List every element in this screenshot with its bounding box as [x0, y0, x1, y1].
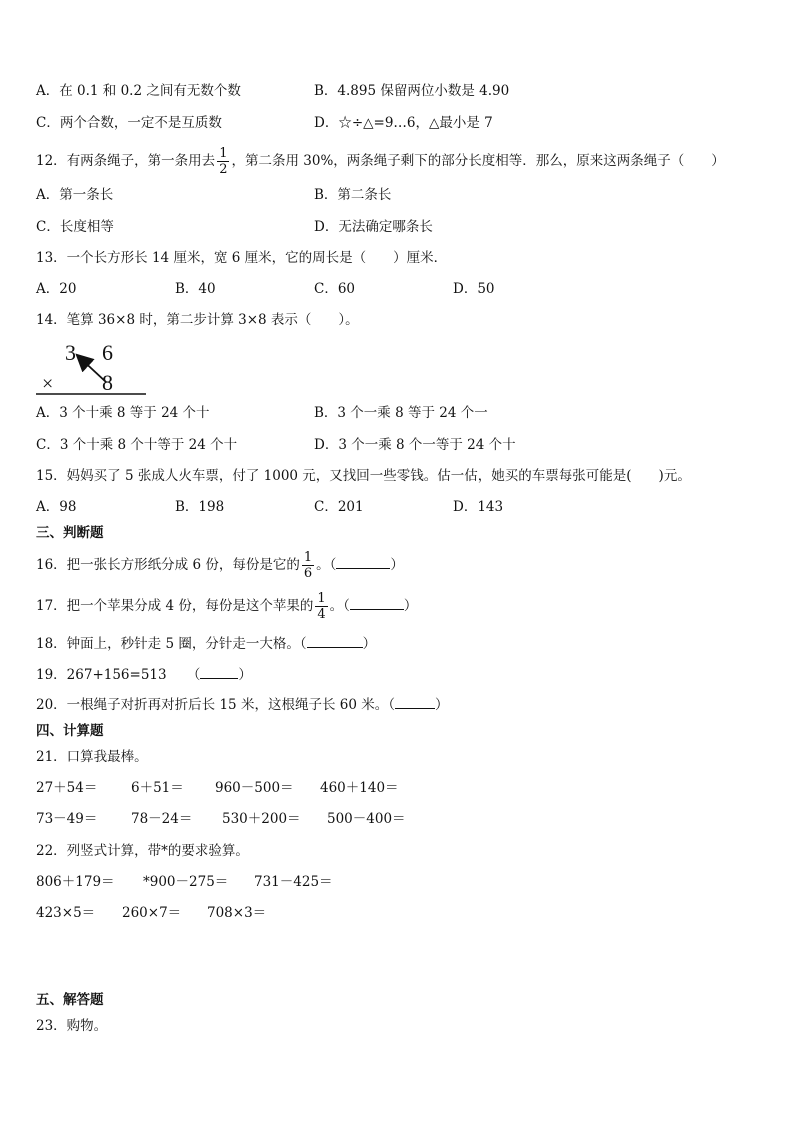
- q15-option-b: B．198: [175, 499, 225, 515]
- q13-options-row: [0, 279, 794, 299]
- q15-option-a: A．98: [36, 499, 77, 515]
- q23-stem-row: [0, 1016, 794, 1036]
- q15-option-c: C．201: [314, 499, 364, 515]
- q11-option-a: A．在 0.1 和 0.2 之间有无数个数: [36, 83, 241, 99]
- q16-row: [0, 551, 794, 579]
- q16-answer-blank[interactable]: [336, 556, 390, 569]
- q15-stem-row: [0, 466, 794, 486]
- q12-number: 12．: [36, 153, 67, 169]
- q14-option-a: A．3 个十乘 8 等于 24 个十: [36, 405, 210, 421]
- q12-option-d: D．无法确定哪条长: [314, 219, 433, 235]
- q20-close-paren: ）: [434, 697, 449, 713]
- q17-text-before: 17．把一个苹果分成 4 份，每份是这个苹果的: [36, 598, 314, 614]
- q15-option-d: D．143: [453, 499, 504, 515]
- q16-close-paren: ）: [390, 557, 404, 573]
- q14-stem: 14．笔算 36×8 时，第二步计算 3×8 表示（ ）。: [36, 312, 359, 328]
- diagram-digit-tens: 3: [65, 340, 76, 365]
- diagram-multiply-sign: ×: [42, 373, 54, 395]
- q12-options-row-2: [0, 217, 794, 237]
- section-judgement-title: 三、判断题: [36, 525, 104, 541]
- q11-option-b: B．4.895 保留两位小数是 4.90: [314, 83, 510, 99]
- q21-item: 960－500＝: [215, 780, 294, 796]
- q22-row-2: [0, 903, 794, 923]
- q17-text-after: 。（: [329, 598, 350, 614]
- q16-fraction-denominator: 6: [303, 566, 313, 581]
- q21-item: 73－49＝: [36, 811, 98, 827]
- q13-option-a: A．20: [36, 281, 77, 297]
- q14-option-c: C．3 个十乘 8 个十等于 24 个十: [36, 437, 238, 453]
- q14-options-row-1: [0, 403, 794, 423]
- q21-item: 530＋200＝: [222, 811, 301, 827]
- q13-option-b: B．40: [175, 281, 216, 297]
- q13-stem: 13．一个长方形长 14 厘米，宽 6 厘米，它的周长是（ ）厘米．: [36, 250, 448, 266]
- q21-item: 27＋54＝: [36, 780, 98, 796]
- diagram-digit-ones: 6: [102, 340, 113, 365]
- q22-stem: 22．列竖式计算，带*的要求验算。: [36, 843, 249, 859]
- q22-item: 260×7＝: [122, 905, 182, 921]
- q14-option-d: D．3 个一乘 8 个一等于 24 个十: [314, 437, 516, 453]
- section-calculation-heading: [0, 721, 794, 741]
- q15-options-row: [0, 497, 794, 517]
- q17-row: [0, 592, 794, 620]
- q17-fraction-numerator: 1: [317, 591, 326, 606]
- q17-fraction-denominator: 4: [317, 607, 326, 622]
- q11-options-row-1: [0, 81, 794, 101]
- q14-options-row-2: [0, 435, 794, 455]
- q18-text: 18．钟面上，秒针走 5 圈，分针走一大格。（: [36, 636, 307, 652]
- q13-option-c: C．60: [314, 281, 356, 297]
- section-answer-heading: [0, 990, 794, 1010]
- q21-item: 500－400＝: [327, 811, 406, 827]
- q16-fraction: [302, 551, 314, 580]
- q17-close-paren: ）: [403, 598, 418, 614]
- q18-close-paren: ）: [362, 636, 377, 652]
- q22-item: 423×5＝: [36, 905, 96, 921]
- q18-row: [0, 634, 794, 654]
- section-judgement-heading: [0, 523, 794, 543]
- multiplication-diagram: [36, 338, 146, 396]
- q22-item: *900－275＝: [143, 874, 229, 890]
- q20-text: 20．一根绳子对折再对折后长 15 米，这根绳子长 60 米。（: [36, 697, 395, 713]
- q12-options-row-1: [0, 185, 794, 205]
- q12-fraction-numerator: 1: [219, 146, 228, 161]
- q16-text-before: 16．把一张长方形纸分成 6 份，每份是它的: [36, 557, 300, 573]
- q20-row: [0, 695, 794, 715]
- q22-row-1: [0, 872, 794, 892]
- q22-stem-row: [0, 841, 794, 861]
- q17-fraction: [315, 592, 327, 621]
- q22-item: 806＋179＝: [36, 874, 115, 890]
- q14-option-b: B．3 个一乘 8 等于 24 个一: [314, 405, 488, 421]
- section-answer-title: 五、解答题: [36, 992, 104, 1008]
- q20-answer-blank[interactable]: [395, 696, 435, 709]
- q21-stem: 21．口算我最棒。: [36, 749, 148, 765]
- q21-item: 78－24＝: [131, 811, 193, 827]
- q12-fraction: [217, 147, 229, 176]
- q12-text-before: 有两条绳子，第一条用去: [66, 153, 216, 169]
- q21-stem-row: [0, 747, 794, 767]
- q12-text-after: ，第二条用 30%，两条绳子剩下的部分长度相等．那么，原来这两条绳子（ ）: [231, 153, 725, 169]
- q23-stem: 23．购物。: [36, 1018, 108, 1034]
- q13-stem-row: [0, 248, 794, 268]
- q19-row: [0, 665, 794, 685]
- q22-item: 708×3＝: [207, 905, 267, 921]
- q12-fraction-denominator: 2: [219, 162, 228, 177]
- q12-option-c: C．长度相等: [36, 219, 114, 235]
- q12-stem: [0, 146, 794, 177]
- q18-answer-blank[interactable]: [307, 635, 363, 648]
- q15-stem: 15．妈妈买了 5 张成人火车票，付了 1000 元，又找回一些零钱。估一估，她买的车票每张可能是( )元。: [36, 468, 691, 484]
- q16-fraction-numerator: 1: [303, 550, 313, 565]
- q16-text-after: 。（: [316, 557, 337, 573]
- q12-option-a: A．第一条长: [36, 187, 114, 203]
- q22-item: 731－425＝: [254, 874, 333, 890]
- q14-stem-row: [0, 310, 794, 330]
- q21-item: 6＋51＝: [131, 780, 184, 796]
- q21-row-2: [0, 809, 794, 829]
- q19-answer-blank[interactable]: [200, 666, 238, 679]
- q12-option-b: B．第二条长: [314, 187, 392, 203]
- q21-row-1: [0, 778, 794, 798]
- q21-item: 460＋140＝: [320, 780, 399, 796]
- q17-answer-blank[interactable]: [350, 597, 404, 610]
- q19-close-paren: ）: [238, 667, 252, 683]
- section-calculation-title: 四、计算题: [36, 723, 104, 739]
- q19-text: 19．267+156=513 （: [36, 667, 201, 683]
- q11-option-d: D．☆÷△=9…6，△最小是 7: [314, 115, 493, 131]
- q11-option-c: C．两个合数，一定不是互质数: [36, 115, 222, 131]
- q13-option-d: D．50: [453, 281, 495, 297]
- q11-options-row-2: [0, 113, 794, 133]
- diagram-multiplier-digit: 8: [102, 370, 113, 395]
